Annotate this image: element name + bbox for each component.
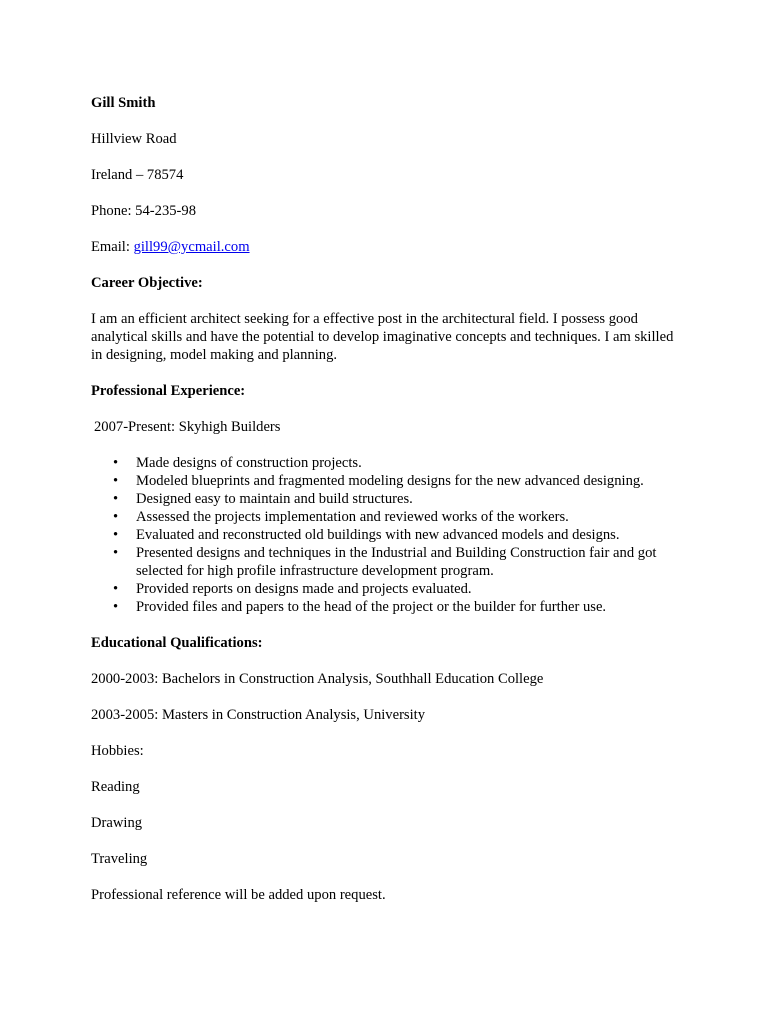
- experience-list: [91, 454, 681, 616]
- address-line-1: Hillview Road: [91, 131, 177, 147]
- list-item: [113, 544, 681, 580]
- list-item: [113, 508, 681, 526]
- list-item-text: Assessed the projects implementation and reviewed works of the workers.: [136, 509, 569, 525]
- bullet-icon: •: [113, 509, 119, 525]
- bullet-icon: •: [113, 581, 119, 597]
- list-item: [113, 472, 681, 490]
- list-item-text: Provided files and papers to the head of the project or the builder for further use.: [136, 599, 607, 615]
- career-objective-heading: Career Objective:: [91, 275, 203, 291]
- education-item: 2000-2003: Bachelors in Construction Analysis, Southhall Education College: [91, 671, 544, 687]
- hobby-item: Traveling: [91, 851, 148, 867]
- education-heading: Educational Qualifications:: [91, 635, 263, 651]
- address-line-2: Ireland – 78574: [91, 167, 184, 183]
- list-item-text: Evaluated and reconstructed old buildings with new advanced models and designs.: [136, 527, 620, 543]
- email-link[interactable]: gill99@ycmail.com: [133, 239, 250, 255]
- bullet-icon: •: [113, 599, 119, 615]
- experience-heading: Professional Experience:: [91, 383, 246, 399]
- job-title: 2007-Present: Skyhigh Builders: [94, 419, 281, 435]
- email-line: [91, 238, 681, 256]
- list-item-text: Presented designs and techniques in the Industrial and Building Construction fair and got selected for high profile infrastructure development program.: [136, 545, 657, 579]
- reference-note: Professional reference will be added upon request.: [91, 887, 386, 903]
- career-objective-text: I am an efficient architect seeking for a effective post in the architectural field. I possess good analytical skills and have the potential to develop imaginative concepts and techniques. I am skilled in designing, model making and planning.: [91, 311, 674, 363]
- list-item: [113, 526, 681, 544]
- email-label: Email:: [91, 239, 134, 255]
- list-item: [113, 580, 681, 598]
- resume-document: [91, 94, 681, 922]
- hobby-item: Drawing: [91, 815, 143, 831]
- applicant-name: Gill Smith: [91, 95, 156, 111]
- list-item-text: Designed easy to maintain and build structures.: [136, 491, 413, 507]
- list-item-text: Made designs of construction projects.: [136, 455, 362, 471]
- bullet-icon: •: [113, 473, 119, 489]
- hobbies-heading: Hobbies:: [91, 743, 144, 759]
- list-item-text: Provided reports on designs made and projects evaluated.: [136, 581, 472, 597]
- bullet-icon: •: [113, 455, 119, 471]
- list-item: [113, 454, 681, 472]
- bullet-icon: •: [113, 527, 119, 543]
- phone-number: Phone: 54-235-98: [91, 203, 196, 219]
- bullet-icon: •: [113, 491, 119, 507]
- education-item: 2003-2005: Masters in Construction Analysis, University: [91, 707, 426, 723]
- list-item: [113, 598, 681, 616]
- list-item: [113, 490, 681, 508]
- bullet-icon: •: [113, 545, 119, 561]
- hobby-item: Reading: [91, 779, 140, 795]
- list-item-text: Modeled blueprints and fragmented modeling designs for the new advanced designing.: [136, 473, 644, 489]
